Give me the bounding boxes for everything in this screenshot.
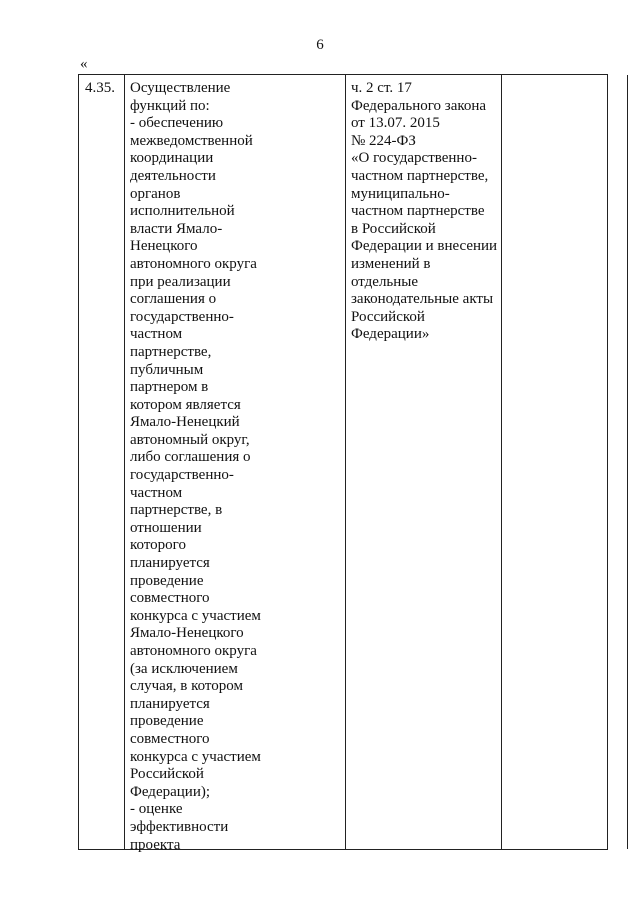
cell-function-description <box>125 75 346 853</box>
legal-basis-text: ч. 2 ст. 17 Федерального закона от 13.07. 2015 № 224-ФЗ «О государственно- частном партнерстве, муниципально- частном партнерстве в Российской Федерации и внесении изменений в отдельные законодательные акты Российской Федерации» <box>351 80 498 343</box>
cell-empty-1 <box>502 75 628 849</box>
function-description-text: Осуществление функций по: - обеспечению межведомственной координации деятельности органов исполнительной власти Ямало- Ненецкого автономного округа при реализации соглашения о государственно- частном партнерстве, публичным партнером в котором является Ямало-Ненецкий автономный округ, либо соглашения о государственно- частном партнерстве, в отношении которого планируется проведение совместного конкурса с участием Ямало-Ненецкого автономного округа (за исключением случая, в котором планируется проведение совместного конкурса с участием Российской Федерации); - оценке эффективности проекта <box>130 80 261 853</box>
regulation-table <box>78 74 608 853</box>
opening-quote-mark: « <box>80 56 88 72</box>
item-number-text: 4.35. <box>85 80 115 96</box>
cell-item-number <box>79 75 125 849</box>
page-number: 6 <box>316 37 324 53</box>
cell-legal-basis <box>346 75 502 849</box>
